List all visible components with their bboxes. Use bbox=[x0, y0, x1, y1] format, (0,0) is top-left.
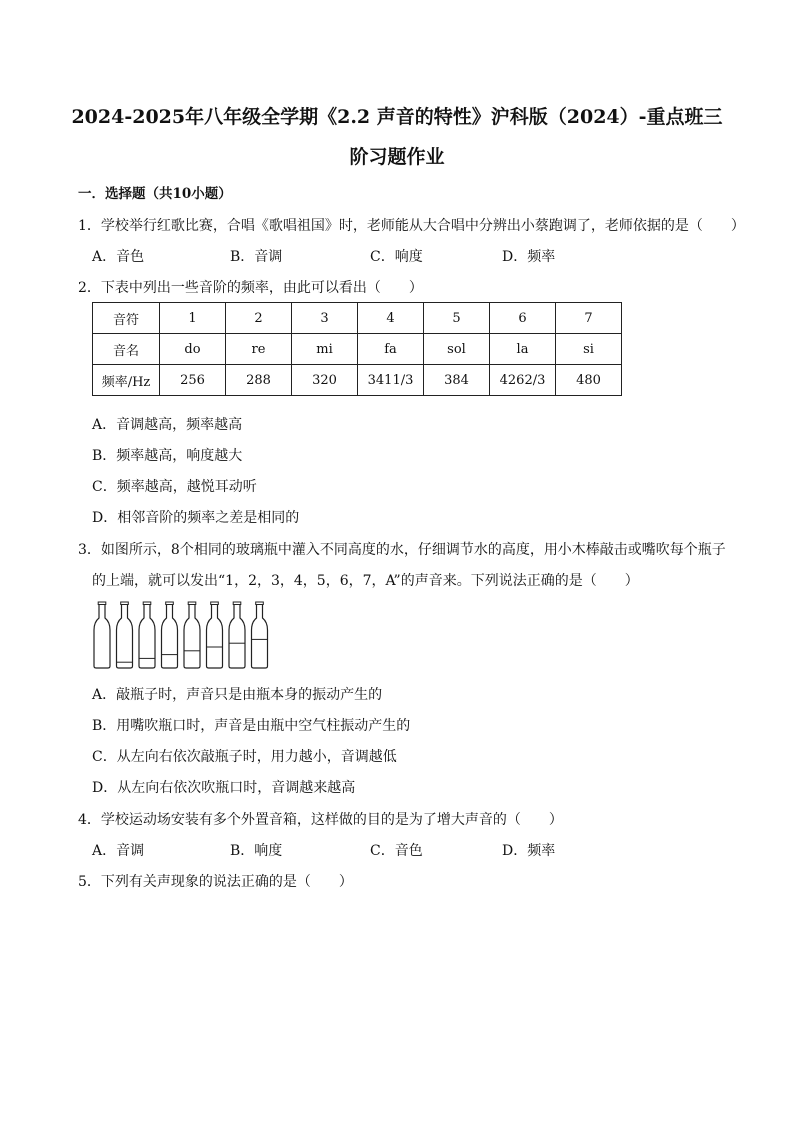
question-1-stem: 1．学校举行红歌比赛，合唱《歌唱祖国》时，老师能从大合唱中分辨出小蔡跑调了，老师依据的是（ ） bbox=[78, 218, 745, 234]
table-cell: 1 bbox=[160, 303, 226, 334]
table-cell: 480 bbox=[556, 365, 622, 396]
table-cell: 256 bbox=[160, 365, 226, 396]
question-3-stem-line2: 的上端，就可以发出“1，2，3，4，5，6，7，A”的声音来。下列说法正确的是（ ） bbox=[92, 573, 639, 589]
table-cell: 288 bbox=[226, 365, 292, 396]
question-1-option-b: B．音调 bbox=[230, 249, 283, 265]
question-3-stem-line1: 3．如图所示，8个相同的玻璃瓶中灌入不同高度的水，仔细调节水的高度，用小木棒敲击或嘴吹每个瓶子 bbox=[78, 542, 726, 558]
table-cell: si bbox=[556, 334, 622, 365]
question-4-option-c: C．音色 bbox=[370, 843, 423, 859]
question-3-option-c: C．从左向右依次敲瓶子时，用力越小，音调越低 bbox=[92, 749, 397, 765]
question-4-stem: 4．学校运动场安装有多个外置音箱，这样做的目的是为了增大声音的（ ） bbox=[78, 812, 563, 828]
frequency-table bbox=[92, 302, 622, 396]
question-2-stem: 2．下表中列出一些音阶的频率，由此可以看出（ ） bbox=[78, 280, 423, 296]
table-cell: 3 bbox=[292, 303, 358, 334]
section-heading: 一．选择题（共10小题） bbox=[78, 186, 232, 202]
table-cell: 5 bbox=[424, 303, 490, 334]
table-cell: 6 bbox=[490, 303, 556, 334]
table-cell: 音名 bbox=[93, 334, 160, 365]
table-cell: 4 bbox=[358, 303, 424, 334]
table-cell: 3411/3 bbox=[358, 365, 424, 396]
table-cell: sol bbox=[424, 334, 490, 365]
table-cell: 384 bbox=[424, 365, 490, 396]
bottle-icon bbox=[229, 602, 245, 668]
question-1-option-d: D．频率 bbox=[502, 249, 556, 265]
bottle-icon bbox=[139, 602, 155, 668]
table-cell: 7 bbox=[556, 303, 622, 334]
question-2-option-d: D．相邻音阶的频率之差是相同的 bbox=[92, 510, 300, 526]
table-cell: 频率/Hz bbox=[93, 365, 160, 396]
bottle-icon bbox=[162, 602, 178, 668]
bottle-icon bbox=[252, 602, 268, 668]
table-cell: la bbox=[490, 334, 556, 365]
bottle-icon bbox=[207, 602, 223, 668]
table-cell: do bbox=[160, 334, 226, 365]
table-cell: 2 bbox=[226, 303, 292, 334]
table-cell: 4262/3 bbox=[490, 365, 556, 396]
question-3-option-a: A．敲瓶子时，声音只是由瓶本身的振动产生的 bbox=[92, 687, 383, 703]
document-title-line2: 阶习题作业 bbox=[349, 146, 445, 168]
table-row bbox=[93, 303, 622, 334]
bottles-figure bbox=[90, 600, 290, 672]
question-5-stem: 5．下列有关声现象的说法正确的是（ ） bbox=[78, 874, 353, 890]
table-cell: 音符 bbox=[93, 303, 160, 334]
question-2-option-a: A．音调越高，频率越高 bbox=[92, 417, 243, 433]
question-3-option-b: B．用嘴吹瓶口时，声音是由瓶中空气柱振动产生的 bbox=[92, 718, 411, 734]
bottle-icon bbox=[94, 602, 110, 668]
table-cell: fa bbox=[358, 334, 424, 365]
question-1-option-a: A．音色 bbox=[92, 249, 145, 265]
table-row bbox=[93, 334, 622, 365]
table-cell: mi bbox=[292, 334, 358, 365]
table-cell: 320 bbox=[292, 365, 358, 396]
table-cell: re bbox=[226, 334, 292, 365]
question-4-option-b: B．响度 bbox=[230, 843, 283, 859]
question-1-option-c: C．响度 bbox=[370, 249, 423, 265]
question-4-option-d: D．频率 bbox=[502, 843, 556, 859]
question-4-option-a: A．音调 bbox=[92, 843, 145, 859]
document-title-line1: 2024-2025年八年级全学期《2.2 声音的特性》沪科版（2024）-重点班三 bbox=[71, 106, 723, 128]
question-2-option-c: C．频率越高，越悦耳动听 bbox=[92, 479, 257, 495]
question-3-option-d: D．从左向右依次吹瓶口时，音调越来越高 bbox=[92, 780, 356, 796]
question-2-option-b: B．频率越高，响度越大 bbox=[92, 448, 243, 464]
bottle-icon bbox=[117, 602, 133, 668]
table-row bbox=[93, 365, 622, 396]
bottle-icon bbox=[184, 602, 200, 668]
